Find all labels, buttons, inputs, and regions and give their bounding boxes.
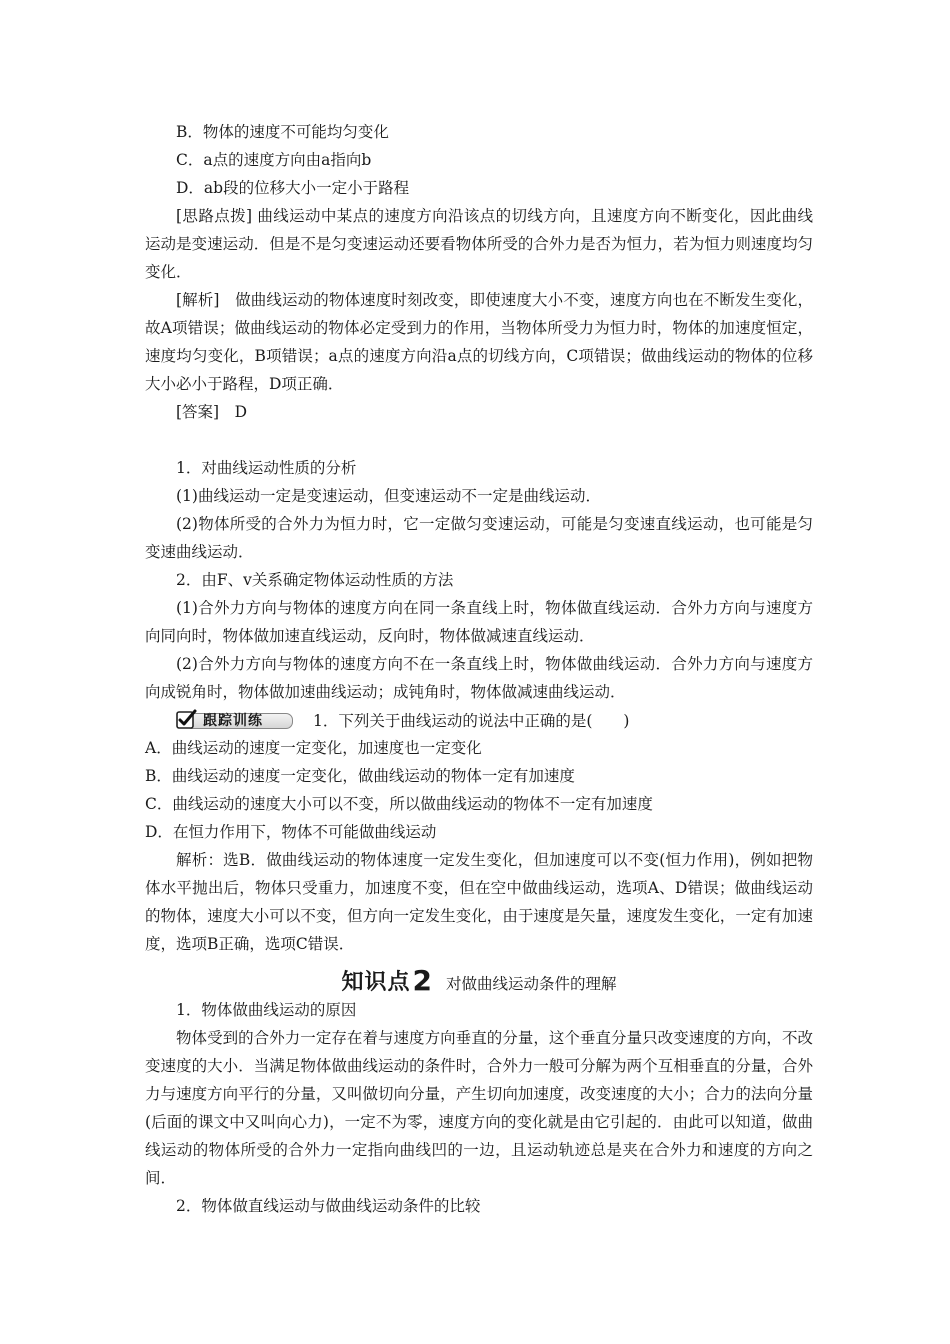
kp-heading-2: 2．物体做直线运动与做曲线运动条件的比较 (176, 1197, 481, 1215)
badge-label: 跟踪训练 (203, 713, 263, 729)
summary-heading-1: 1．对曲线运动性质的分析 (176, 459, 357, 477)
knowledge-point-label: 知识点 (341, 970, 411, 995)
tracking-option-d: D．在恒力作用下，物体不可能做曲线运动 (145, 823, 437, 841)
tracking-option-b: B．曲线运动的速度一定变化，做曲线运动的物体一定有加速度 (145, 767, 575, 785)
spacer (145, 426, 813, 454)
summary-point-4: (2)合外力方向与物体的速度方向不在一条直线上时，物体做曲线运动．合外力方向与速度方向成锐角时，物体做加速曲线运动；成钝角时，物体做减速曲线运动． (145, 655, 813, 701)
tracking-training-row (145, 706, 813, 734)
knowledge-point-heading (145, 960, 813, 996)
answer-line: [答案] D (176, 403, 248, 421)
option-c: C．a点的速度方向由a指向b (176, 151, 372, 169)
hint-paragraph: [思路点拨] 曲线运动中某点的速度方向沿该点的切线方向，且速度方向不断变化，因此曲线运动是变速运动．但是不是匀变速运动还要看物体所受的合外力是否为恒力，若为恒力则速度均匀变化． (145, 207, 813, 281)
knowledge-point-subtitle: 对做曲线运动条件的理解 (445, 975, 617, 993)
tracking-badge (175, 709, 293, 731)
summary-heading-2: 2．由F、v关系确定物体运动性质的方法 (176, 571, 454, 589)
kp-paragraph-1: 物体受到的合外力一定存在着与速度方向垂直的分量，这个垂直分量只改变速度的方向，不改变速度的大小．当满足物体做曲线运动的条件时，合外力一般可分解为两个互相垂直的分量，合外力与速度方向平行的分量，又叫做切向分量，产生切向加速度，改变速度的大小；合力的法向分量(后面的课文中又叫向心力)，一定不为零，速度方向的变化就是由它引起的．由此可以知道，做曲线运动的物体所受的合外力一定指向曲线凹的一边，且运动轨迹总是夹在合外力和速度的方向之间． (145, 1029, 813, 1187)
question-1: 1．下列关于曲线运动的说法中正确的是( ) (313, 712, 630, 730)
option-b: B．物体的速度不可能均匀变化 (176, 123, 389, 141)
tracking-option-a: A．曲线运动的速度一定变化，加速度也一定变化 (145, 739, 482, 757)
summary-point-2: (2)物体所受的合外力为恒力时，它一定做匀变速运动，可能是匀变速直线运动，也可能是匀变速曲线运动． (145, 515, 813, 561)
summary-point-3: (1)合外力方向与物体的速度方向在同一条直线上时，物体做直线运动．合外力方向与速度方向同向时，物体做加速直线运动，反向时，物体做减速直线运动． (145, 599, 813, 645)
analysis-paragraph: [解析] 做曲线运动的物体速度时刻改变，即使速度大小不变，速度方向也在不断发生变化，故A项错误；做曲线运动的物体必定受到力的作用，当物体所受力为恒力时，物体的加速度恒定，速度均匀变化，B项错误；a点的速度方向沿a点的切线方向，C项错误；做曲线运动的物体的位移大小必小于路程，D项正确． (145, 291, 813, 393)
document-page (145, 118, 813, 1220)
option-d: D．ab段的位移大小一定小于路程 (176, 179, 410, 197)
checkmark-icon (175, 709, 197, 731)
summary-point-1: (1)曲线运动一定是变速运动，但变速运动不一定是曲线运动． (176, 487, 601, 505)
tracking-option-c: C．曲线运动的速度大小可以不变，所以做曲线运动的物体不一定有加速度 (145, 795, 653, 813)
tracking-solution: 解析：选B．做曲线运动的物体速度一定发生变化，但加速度可以不变(恒力作用)，例如把物体水平抛出后，物体只受重力，加速度不变，但在空中做曲线运动，选项A、D错误；做曲线运动的物体，速度大小可以不变，但方向一定发生变化，由于速度是矢量，速度发生变化，一定有加速度，选项B正确，选项C错误． (145, 851, 813, 953)
kp-heading-1: 1．物体做曲线运动的原因 (176, 1001, 357, 1019)
knowledge-point-number: 2 (412, 964, 432, 997)
